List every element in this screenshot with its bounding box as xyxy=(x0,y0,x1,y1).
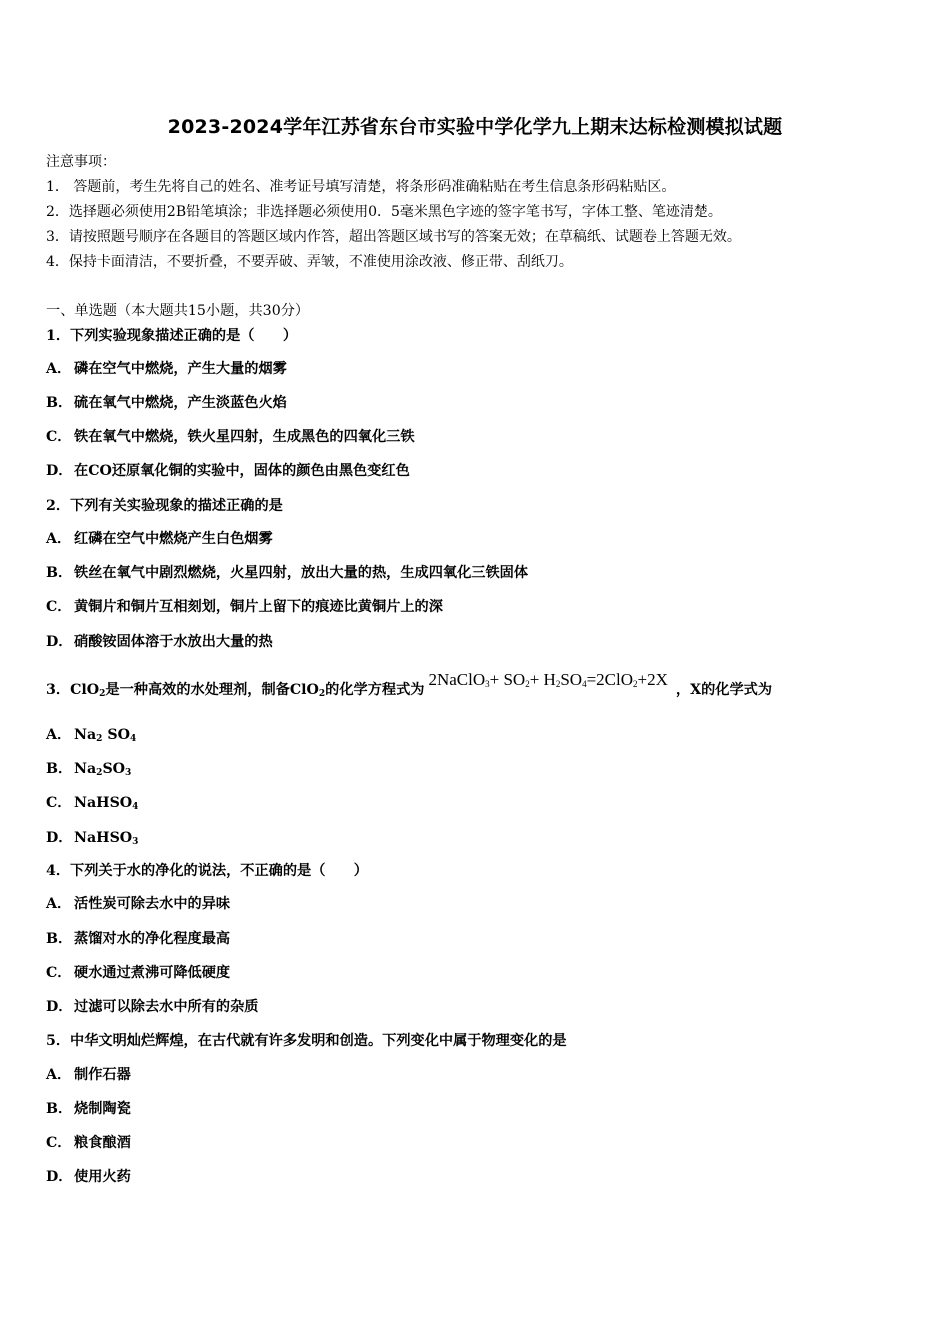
page-title: 2023-2024学年江苏省东台市实验中学化学九上期末达标检测模拟试题 xyxy=(167,116,783,138)
note-item: 2．选择题必须使用2B铅笔填涂；非选择题必须使用0．5毫米黑色字迹的签字笔书写，字体工整、笔迹清楚。 xyxy=(46,204,722,220)
q3-option-d xyxy=(46,828,138,852)
option-text: 磷在空气中燃烧，产生大量的烟雾 xyxy=(74,361,287,377)
q1-option-c xyxy=(46,427,415,447)
section-heading: 一、单选题（本大题共15小题，共30分） xyxy=(46,303,310,319)
option-text: 使用火药 xyxy=(74,1169,131,1185)
option-text: 活性炭可除去水中的异味 xyxy=(74,896,231,912)
q1-option-d xyxy=(46,461,410,481)
option-letter: C． xyxy=(46,795,72,811)
option-letter: A． xyxy=(46,361,72,377)
note-item: 3．请按照题号顺序在各题目的答题区域内作答，超出答题区域书写的答案无效；在草稿纸、试题卷上答题无效。 xyxy=(46,229,741,245)
question-3-stem xyxy=(46,670,773,704)
option-text: 红磷在空气中燃烧产生白色烟雾 xyxy=(74,531,273,547)
q5-option-c xyxy=(46,1133,131,1153)
q3-tail: ，X的化学式为 xyxy=(675,682,773,698)
option-letter: C． xyxy=(46,429,72,445)
q2-option-c xyxy=(46,597,443,617)
option-letter: C． xyxy=(46,599,72,615)
option-letter: B． xyxy=(46,395,73,411)
option-letter: D． xyxy=(46,999,73,1015)
q4-option-b xyxy=(46,929,230,949)
option-formula: $Na_2$ $SO_4$ xyxy=(74,727,137,744)
note-item: 4．保持卡面清洁，不要折叠，不要弄破、弄皱，不准使用涂改液、修正带、刮纸刀。 xyxy=(46,254,573,270)
option-text: 铁丝在氧气中剧烈燃烧，火星四射，放出大量的热，生成四氧化三铁固体 xyxy=(74,565,529,581)
q5-option-d xyxy=(46,1167,131,1187)
option-text: 硫在氧气中燃烧，产生淡蓝色火焰 xyxy=(74,395,287,411)
notes-heading: 注意事项： xyxy=(46,154,116,170)
option-letter: B． xyxy=(46,1101,73,1117)
option-text: 粮食酿酒 xyxy=(74,1135,131,1151)
option-letter: B． xyxy=(46,565,73,581)
q4-option-a xyxy=(46,894,230,914)
clo2-formula: ClO$_2$ xyxy=(289,682,326,699)
q5-option-b xyxy=(46,1099,131,1119)
q5-option-a xyxy=(46,1065,131,1085)
q2-option-b xyxy=(46,563,528,583)
option-letter: D． xyxy=(46,1169,73,1185)
question-4-stem: 4．下列关于水的净化的说法，不正确的是（ ） xyxy=(46,863,368,879)
option-formula: NaHSO$_3$ xyxy=(74,830,139,847)
option-text: 过滤可以除去水中所有的杂质 xyxy=(74,999,259,1015)
option-formula: NaHSO$_4$ xyxy=(74,795,139,812)
option-formula: $Na_2SO_3$ xyxy=(74,761,132,778)
note-item: 1． 答题前，考生先将自己的姓名、准考证号填写清楚，将条形码准确粘贴在考生信息条形码粘贴区。 xyxy=(46,179,676,195)
option-letter: B． xyxy=(46,931,73,947)
option-text: 在CO还原氧化铜的实验中，固体的颜色由黑色变红色 xyxy=(74,463,410,479)
option-letter: C． xyxy=(46,1135,72,1151)
option-text: 硝酸铵固体溶于水放出大量的热 xyxy=(74,634,273,650)
option-text: 烧制陶瓷 xyxy=(74,1101,131,1117)
q4-option-d xyxy=(46,997,258,1017)
q3-option-a xyxy=(46,725,136,749)
question-5-stem: 5．中华文明灿烂辉煌，在古代就有许多发明和创造。下列变化中属于物理变化的是 xyxy=(46,1033,567,1049)
q2-option-d xyxy=(46,632,273,652)
option-letter: B． xyxy=(46,761,73,777)
option-text: 蒸馏对水的净化程度最高 xyxy=(74,931,231,947)
option-letter: D． xyxy=(46,634,73,650)
q3-option-b xyxy=(46,759,131,783)
option-letter: D． xyxy=(46,463,73,479)
option-letter: A． xyxy=(46,896,72,912)
q3-stem-mid: 是一种高效的水处理剂，制备 xyxy=(105,682,290,698)
question-2-stem: 2．下列有关实验现象的描述正确的是 xyxy=(46,498,283,514)
option-text: 黄铜片和铜片互相刻划，铜片上留下的痕迹比黄铜片上的深 xyxy=(74,599,443,615)
option-letter: A． xyxy=(46,531,72,547)
clo2-formula: ClO$_2$ xyxy=(70,682,106,699)
option-letter: A． xyxy=(46,1067,72,1083)
chemical-equation: 2NaClO$_3$+ $SO_2+ H_2SO_4=2ClO_2+2X$ xyxy=(428,670,668,689)
option-letter: A． xyxy=(46,727,72,743)
q3-number: 3． xyxy=(46,682,71,698)
q4-option-c xyxy=(46,963,230,983)
option-text: 制作石器 xyxy=(74,1067,131,1083)
q1-option-b xyxy=(46,393,287,413)
q3-stem-end: 的化学方程式为 xyxy=(325,682,425,698)
q2-option-a xyxy=(46,529,273,549)
option-text: 铁在氧气中燃烧，铁火星四射，生成黑色的四氧化三铁 xyxy=(74,429,415,445)
question-1-stem: 1．下列实验现象描述正确的是（ ） xyxy=(46,328,298,344)
option-letter: C． xyxy=(46,965,72,981)
q3-option-c xyxy=(46,793,138,817)
q1-option-a xyxy=(46,359,287,379)
option-text: 硬水通过煮沸可降低硬度 xyxy=(74,965,231,981)
option-letter: D． xyxy=(46,830,73,846)
